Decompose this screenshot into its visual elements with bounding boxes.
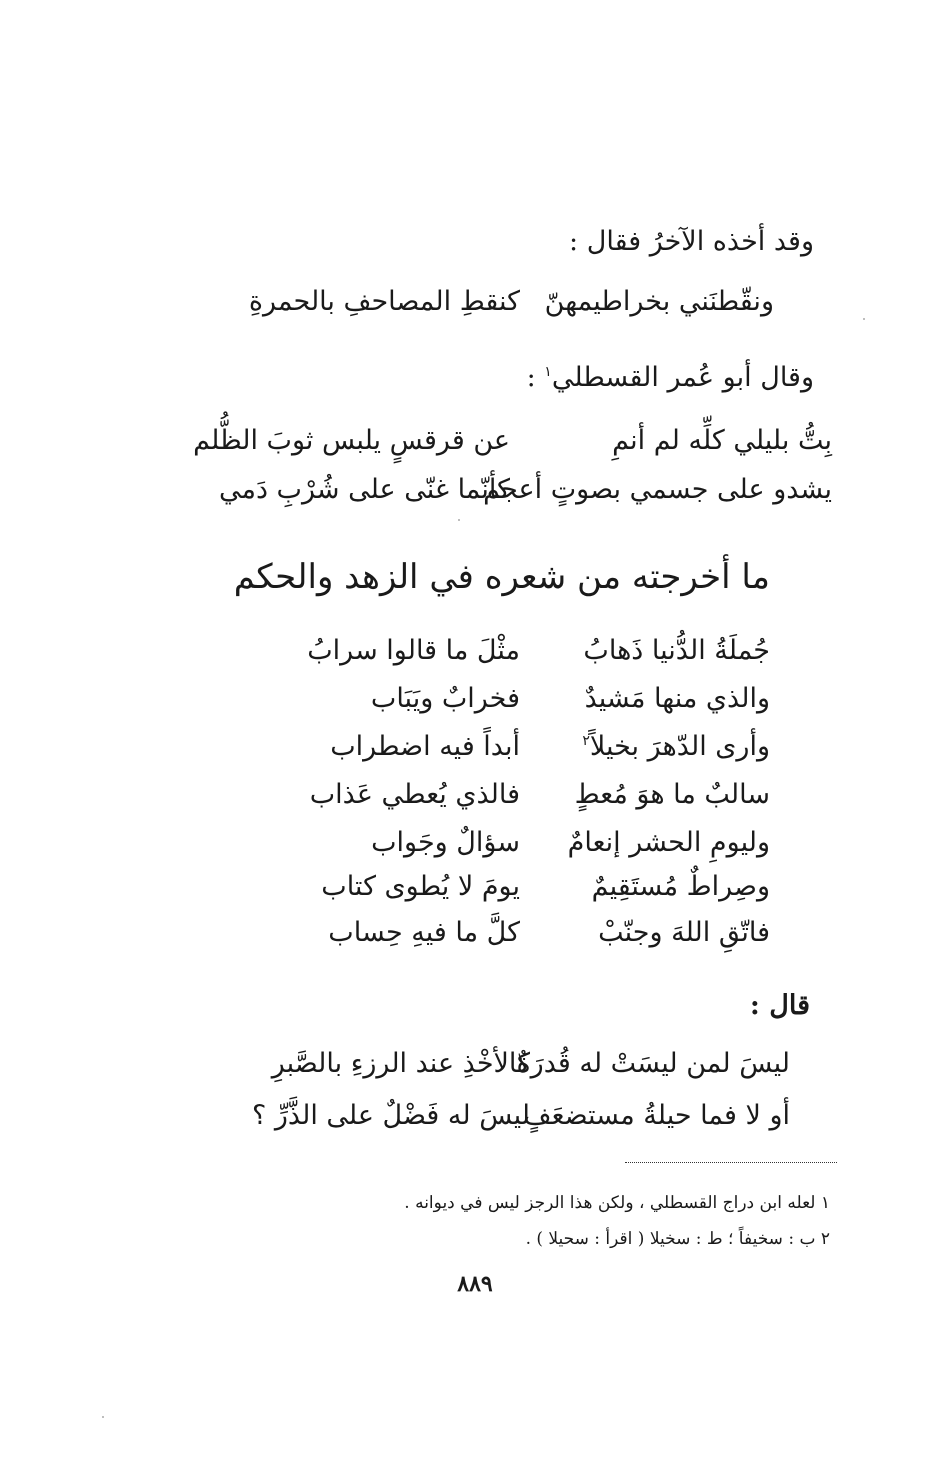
footnote-1-text: لعله ابن دراج القسطلي ، ولكن هذا الرجز ليس في ديوانه . (404, 1193, 816, 1213)
poem-line-7-right: فاتّقِ اللهَ وجنّبْ (598, 917, 770, 948)
intro-line-2 (527, 364, 814, 391)
verse-1-hemistich-left: كنقطِ المصاحفِ بالحمرةِ (248, 286, 520, 317)
verse-2-line-2-right: يشدو على جسمي بصوتٍ أعجم (483, 474, 832, 505)
footnote-2-number: ٢ (820, 1229, 830, 1249)
poem-line-1-right: جُملَةُ الدُّنيا ذَهابُ (583, 635, 770, 666)
poem-line-5-left: سؤالٌ وجَواب (371, 827, 520, 858)
verse-3-line-2-left: ليسَ له فَضْلٌ على الذَّرِّ ؟ (251, 1100, 530, 1131)
verse-3-line-1-left: كالأخْذِ عند الرزءِ بالصَّبرِ (271, 1048, 530, 1079)
poem-line-7-left: كلَّ ما فيهِ حِساب (328, 917, 520, 948)
verse-2-line-1-right: بِتُّ بليلي كلِّه لم أنمِ (612, 425, 832, 456)
verse-2-line-1-left: عن قرقسٍ يلبس ثوبَ الظُّلم (193, 425, 510, 456)
verse-3-line-1-right: ليسَ لمن ليسَتْ له قُدرَةٌ (516, 1048, 790, 1079)
footnote-2-text: ب : سخيفاً ؛ ط : سخيلا ( اقرأ : سحيلا ) . (525, 1229, 816, 1249)
footnote-2 (526, 1231, 830, 1248)
ink-dot (458, 519, 460, 521)
intro-2-colon: : (526, 362, 536, 393)
verse-2-line-2-left: كأنّما غنّى على شُرْبِ دَمي (218, 474, 510, 505)
section-heading: ما أخرجته من شعره في الزهد والحكم (233, 557, 770, 597)
footnote-separator (625, 1162, 837, 1163)
scan-speck (102, 1416, 104, 1418)
scan-speck (863, 318, 865, 320)
verse-3-line-2-right: أو لا فما حيلةُ مستضعَفٍ (523, 1100, 790, 1131)
footnote-1 (404, 1195, 830, 1212)
poem-line-6-left: يومَ لا يُطوى كتاب (321, 871, 520, 902)
poem-line-3-left: أبداً فيه اضطراب (330, 731, 520, 762)
poem-line-5-right: وليومِ الحشر إنعامٌ (567, 827, 770, 858)
poem-line-1-left: مثْلَ ما قالوا سرابُ (307, 635, 520, 666)
page-number: ٨٨٩ (457, 1271, 493, 1297)
intro-line-3: قال : (749, 990, 810, 1021)
poem-line-4-left: فالذي يُعطي عَذاب (309, 779, 520, 810)
poem-line-2-left: فخرابٌ ويَبَاب (370, 683, 520, 714)
poem-line-3-right (582, 733, 770, 760)
poem-line-2-right: والذي منها مَشيدٌ (584, 683, 770, 714)
verse-1-hemistich-right: ونقّطنَني بخراطيمهنّ (544, 286, 774, 317)
poem-line-3-right-text: وأرى الدّهرَ بخيلاً (589, 731, 770, 762)
footnote-ref-2[interactable]: ٢ (582, 733, 590, 749)
poem-line-4-right: سالبٌ ما هوَ مُعطٍ (574, 779, 770, 810)
intro-line-1: وقد أخذه الآخرُ فقال : (569, 226, 814, 257)
poem-line-6-right: وصِراطٌ مُستَقِيمٌ (591, 871, 770, 902)
footnote-1-number: ١ (820, 1193, 830, 1213)
footnote-ref-1[interactable]: ١ (544, 364, 552, 380)
intro-2-text: وقال أبو عُمر القسطلي (551, 362, 814, 393)
